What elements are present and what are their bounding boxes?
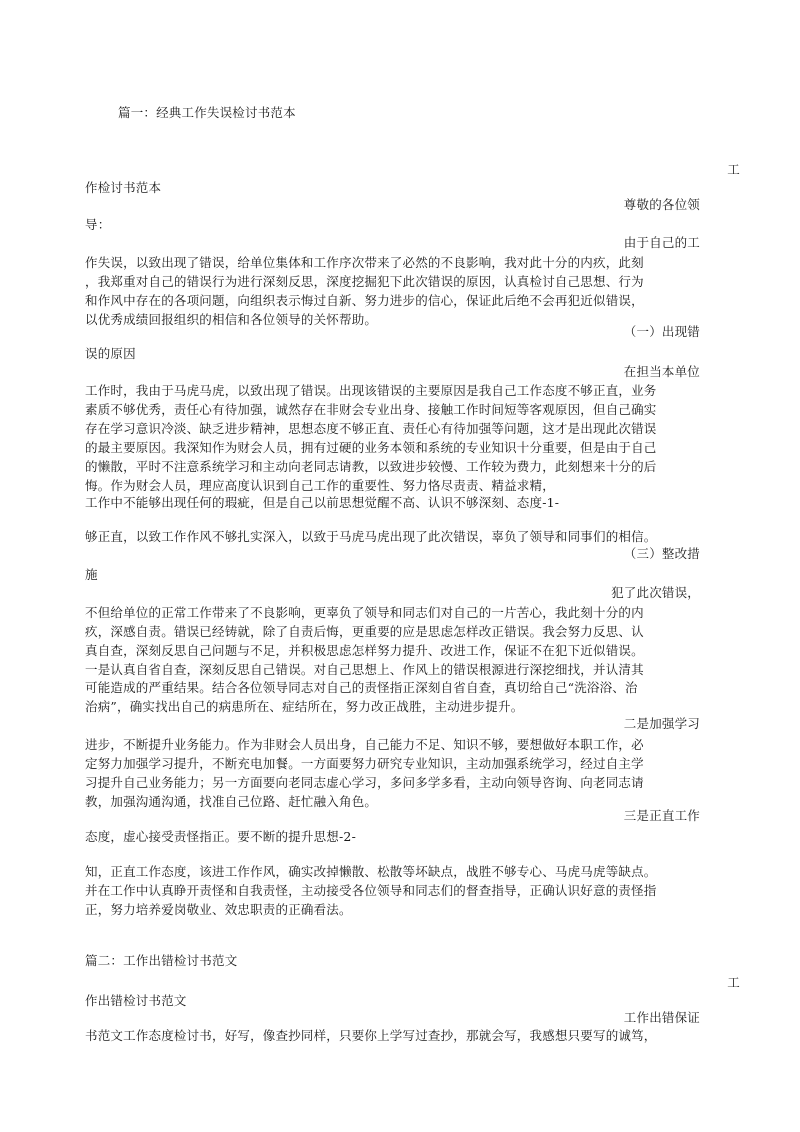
- text-line: 可能造成的严重结果。结合各位领导同志对自己的责怪指正深刻自省自查，真切给自己“洗浴浴、治: [85, 680, 638, 695]
- text-line: 导：: [85, 217, 111, 232]
- text-line: 作检讨书范本: [85, 180, 162, 195]
- text-line: 知，正直工作态度，该进工作作风，确实改掉懒散、松散等坏缺点，战胜不够专心、马虎马虎等缺点。: [85, 864, 657, 879]
- text-line: 施: [85, 567, 98, 582]
- text-line: 真自查，深刻反思自己问题与不足，并积极思虑怎样努力提升、改进工作，保证不在犯下近似错误。: [85, 643, 644, 658]
- text-line: 在担当本单位: [623, 364, 700, 379]
- text-line: 三是正直工作: [623, 808, 700, 823]
- text-line: 误的原因: [85, 346, 136, 361]
- text-line: 习提升自己业务能力；另一方面要向老同志虚心学习，多问多学多看，主动向领导咨询、向老同志请: [85, 775, 644, 790]
- text-line: 作失误，以致出现了错误，给单位集体和工作序次带来了必然的不良影响，我对此十分的内疚，此刻: [85, 255, 644, 270]
- text-line: 态度，虚心接受责怪指正。要不断的提升思想-2-: [85, 829, 357, 844]
- text-line: 工: [727, 975, 740, 990]
- text-line: 以优秀成绩回报组织的相信和各位领导的关怀帮助。: [85, 312, 378, 327]
- text-line: 和作风中存在的各项问题，向组织表示悔过自新、努力进步的信心，保证此后绝不会再犯近似错误，: [85, 293, 644, 308]
- text-line: 并在工作中认真睁开责怪和自我责怪，主动接受各位领导和同志们的督查指导，正确认识好意的责怪指: [85, 883, 657, 898]
- text-line: 尊敬的各位领: [623, 197, 700, 212]
- text-line: 够正直，以致工作作风不够扎实深入，以致于马虎马虎出现了此次错误，辜负了领导和同事们的相信。: [85, 529, 657, 544]
- text-line: 教，加强沟通沟通，找准自己位路、赶忙融入角色。: [85, 794, 378, 809]
- text-line: 进步，不断提升业务能力。作为非财会人员出身，自己能力不足、知识不够，要想做好本职工作，必: [85, 737, 644, 752]
- text-line: 悔。作为财会人员，理应高度认识到自己工作的重要性、努力恪尽责责、精益求精，: [85, 478, 555, 493]
- text-line: 作出错检讨书范文: [85, 993, 187, 1008]
- text-line: 工作出错保证: [623, 1010, 700, 1025]
- text-line: 的懒散，平时不注意系统学习和主动向老同志请教，以致进步较慢、工作较为费力，此刻想来十分的后: [85, 459, 657, 474]
- text-line: （三）整改措: [623, 546, 700, 561]
- text-line: 不但给单位的正常工作带来了不良影响，更辜负了领导和同志们对自己的一片苦心，我此刻十分的内: [85, 605, 644, 620]
- text-line: 由于自己的工: [623, 235, 700, 250]
- text-line: 正，努力培养爱岗敬业、效忠职责的正确看法。: [85, 902, 352, 917]
- section-heading-2: 篇二：工作出错检讨书范文: [85, 953, 238, 968]
- text-line: 治病”，确实找出自己的病患所在、症结所在，努力改正战胜，主动进步提升。: [85, 699, 524, 714]
- text-line: 的最主要原因。我深知作为财会人员，拥有过硬的业务本领和系统的专业知识十分重要，但是由于自己: [85, 440, 657, 455]
- text-line: 工: [727, 162, 740, 177]
- section-heading-1: 篇一：经典工作失误检讨书范本: [118, 105, 296, 120]
- text-line: 疚，深感自责。错误已经铸就，除了自责后悔，更重要的应是思虑怎样改正错误。我会努力反思、认: [85, 624, 644, 639]
- text-line: 书范文工作态度检讨书，好写，像查抄同样，只要你上学写过查抄，那就会写，我感想只要写的诚笃，: [85, 1028, 657, 1043]
- text-line: 二是加强学习: [623, 716, 700, 731]
- text-line: 一是认真自省自查，深刻反思自己错误。对自己思想上、作风上的错误根源进行深挖细找，并认清其: [85, 662, 644, 677]
- text-line: 犯了此次错误，: [611, 585, 700, 600]
- text-line: ，我郑重对自己的错误行为进行深刻反思，深度挖掘犯下此次错误的原因，认真检讨自己思想、行为: [85, 274, 644, 289]
- text-line: 定努力加强学习提升，不断充电加餐。一方面要努力研究专业知识，主动加强系统学习，经过自主学: [85, 756, 644, 771]
- text-line: 工作时，我由于马虎马虎，以致出现了错误。出现该错误的主要原因是我自己工作态度不够正直，业务: [85, 383, 657, 398]
- text-line: 素质不够优秀，责任心有待加强，诚然存在非财会专业出身、接触工作时间短等客观原因，但自己确实: [85, 402, 657, 417]
- text-line: 存在学习意识冷淡、缺乏进步精神，思想态度不够正直、责任心有待加强等问题，这才是出现此次错误: [85, 421, 657, 436]
- text-line: （一）出现错: [623, 324, 700, 339]
- text-line: 工作中不能够出现任何的瑕疵，但是自己以前思想觉醒不高、认识不够深刻、态度-1-: [85, 495, 560, 510]
